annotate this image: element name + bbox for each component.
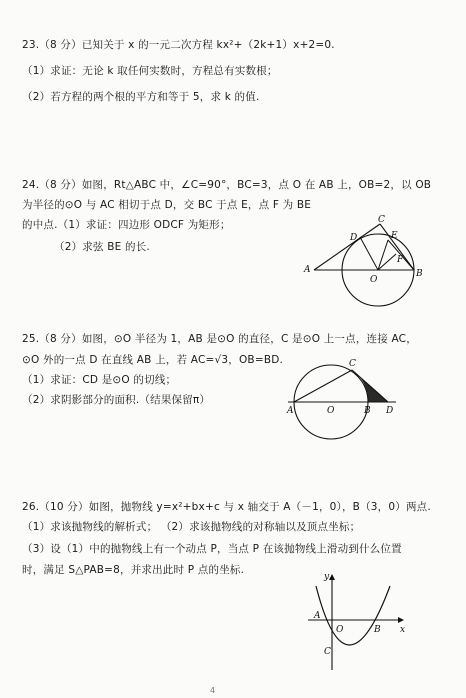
q25-part1: （1）求证：CD 是⊙O 的切线； [22,374,177,386]
q25-line-ac [294,370,352,402]
q23-title: 23.（8 分）已知关于 x 的一元二次方程 kx²+（2k+1）x+2=0. [22,39,335,51]
q26-line2: （1）求该抛物线的解析式； （2）求该抛物线的对称轴以及顶点坐标； [22,521,361,533]
q26-label-a: A [314,611,321,621]
q26-figure [304,570,408,674]
q26-line3: （3）设（1）中的抛物线上有一个动点 P，当点 P 在该抛物线上滑动到什么位置 [22,543,402,555]
q26-y-arrow [329,574,335,580]
page-mark: 4 [210,686,216,695]
q24-figure [300,210,430,310]
q23-part1: （1）求证：无论 k 取任何实数时，方程总有实数根； [22,65,278,77]
q24-label-d: D [350,233,358,243]
q25-figure [284,356,414,446]
q26-label-y: y [324,572,330,582]
q24-line-ac [314,224,380,270]
q24-label-o: O [370,275,378,285]
q25-label-o: O [327,406,335,416]
q24-line2: 为半径的⊙O 与 AC 相切于点 D，交 BC 于点 E，点 F 为 BE [22,199,312,211]
q25-part2: （2）求阴影部分的面积.（结果保留π） [22,394,211,406]
q24-label-a: A [304,265,311,275]
q24-label-b: B [416,269,423,279]
q26-label-c: C [324,647,331,657]
q26-x-arrow [398,617,404,623]
q26-label-o: O [336,625,344,635]
q25-label-a: A [287,406,294,416]
q25-label-d: D [386,406,394,416]
q26-label-b: B [374,625,381,635]
q26-line4: 时，满足 S△PAB=8，并求出此时 P 点的坐标. [22,564,245,576]
q24-line3: 的中点.（1）求证：四边形 ODCF 为矩形； [22,219,231,231]
q24-label-e: E [391,231,398,241]
q24-line1: 24.（8 分）如图，Rt△ABC 中，∠C=90°，BC=3，点 O 在 AB 上，OB=2，以 OB [22,179,432,191]
q26-parabola [316,586,390,645]
q26-line1: 26.（10 分）如图，抛物线 y=x²+bx+c 与 x 轴交于 A（－1，0），B（3，0）两点. [22,501,431,513]
q23-part2: （2）若方程的两个根的平方和等于 5，求 k 的值. [22,91,260,103]
q24-label-f: F [397,255,404,265]
q25-label-c: C [349,359,356,369]
q24-line-od [360,237,378,270]
q25-label-b: B [364,406,371,416]
q26-label-x: x [400,625,406,635]
q24-label-c: C [378,215,385,225]
q24-line4: （2）求弦 BE 的长. [54,241,150,253]
q25-line1: 25.（8 分）如图，⊙O 半径为 1，AB 是⊙O 的直径，C 是⊙O 上一点，连接 AC， [22,333,417,345]
q25-line2: ⊙O 外的一点 D 在直线 AB 上，若 AC=√3，OB=BD. [22,354,284,366]
